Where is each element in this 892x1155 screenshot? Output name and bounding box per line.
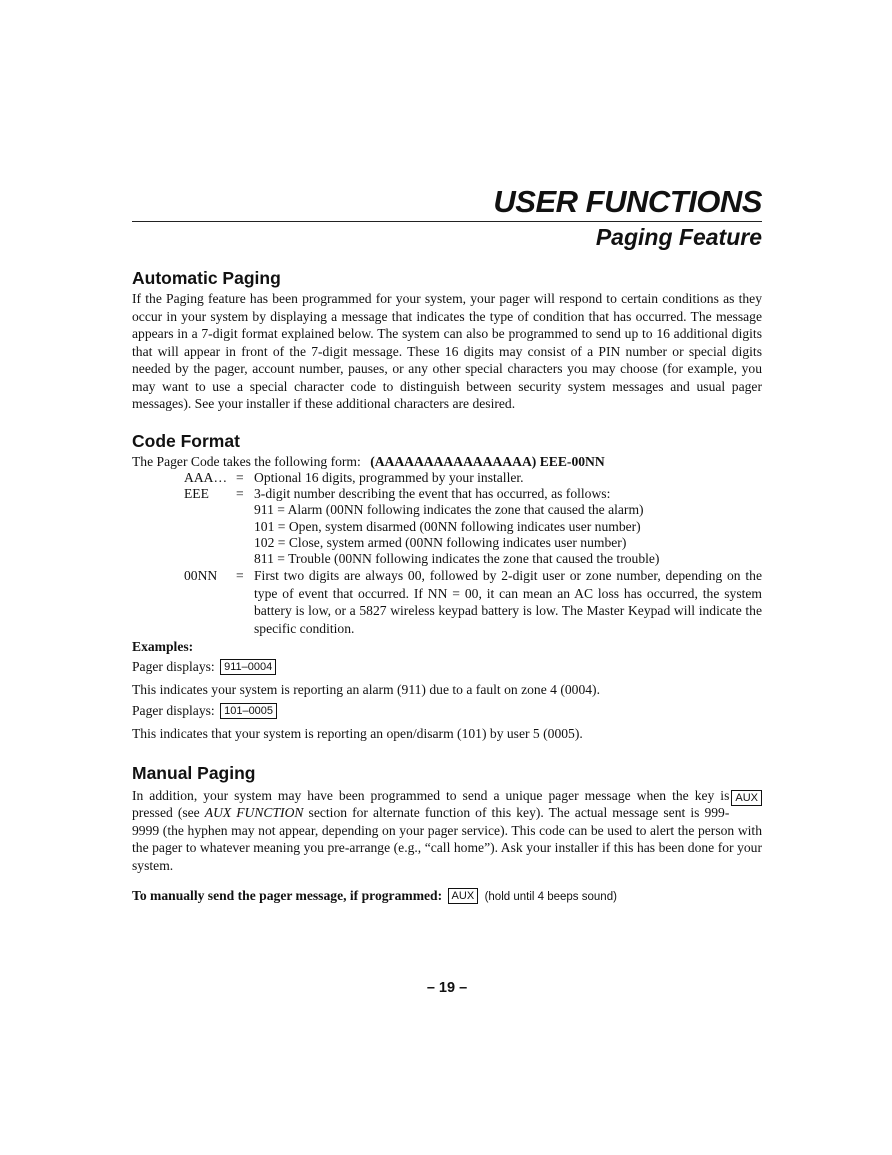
event-code-811: 811 = Trouble (00NN following indicates the zone that caused the trouble) bbox=[254, 551, 660, 567]
pager-code-intro: The Pager Code takes the following form: bbox=[132, 453, 361, 469]
definition-body bbox=[254, 486, 762, 567]
definition-term: EEE bbox=[184, 486, 209, 502]
manual-text-a: key is pressed (see bbox=[132, 787, 730, 821]
hold-note: (hold until 4 beeps sound) bbox=[484, 891, 617, 904]
definition-body bbox=[254, 567, 762, 637]
definition-row bbox=[132, 470, 762, 486]
section-title: Paging Feature bbox=[595, 224, 762, 250]
aux-key: AUX bbox=[731, 790, 762, 806]
examples-heading: Examples: bbox=[132, 639, 194, 655]
definition-line: First two digits are always 00, followed by 2-digit user or zone number, depending on the type of event that occurred. If NN = 00, it can mean an AC loss has occurred, the system battery is low, or a 5827 wireless keypad battery is low. The Master Keypad will indicate the specific condition. bbox=[254, 568, 762, 636]
event-code-101: 101 = Open, system disarmed (00NN following indicates user number) bbox=[254, 518, 641, 534]
manual-paging-text bbox=[132, 787, 762, 875]
manual-paging-heading: Manual Paging bbox=[132, 762, 256, 783]
definition-equals: = bbox=[236, 568, 244, 584]
automatic-paging-text: If the Paging feature has been programmed for your system, your pager will respond to certain conditions as they occur in your system by displaying a message that indicates the type of condition that has occurred. The message appears in a 7-digit format explained below. The system can also be programmed to send up to 16 additional digits that will appear in front of the 7-digit message. These 16 digits may consist of a PIN number or special digits needed by the pager, account number, pauses, or any other special characters you may choose (for example, you may want to use a special character code to distinguish between security system messages and usual pager messages). See your installer if these additional characters are desired. bbox=[132, 291, 762, 411]
instruction-text: To manually send the pager message, if programmed: bbox=[132, 888, 443, 904]
event-code-911: 911 = Alarm (00NN following indicates the zone that caused the alarm) bbox=[254, 502, 644, 518]
pager-display-box: 911–0004 bbox=[220, 659, 276, 675]
example-description: This indicates your system is reporting an alarm (911) due to a fault on zone 4 (0004). bbox=[132, 681, 600, 697]
manual-text-lead: In addition, your system may have been programmed to send a unique pager message when the bbox=[132, 787, 689, 803]
definition-equals: = bbox=[236, 486, 244, 502]
definition-equals: = bbox=[236, 470, 244, 485]
code-format-heading: Code Format bbox=[132, 430, 240, 451]
definition-row bbox=[132, 567, 762, 637]
event-code-102: 102 = Close, system armed (00NN following indicates user number) bbox=[254, 534, 627, 550]
definition-row bbox=[132, 486, 762, 567]
definition-line: Optional 16 digits, programmed by your installer. bbox=[254, 470, 524, 485]
code-format-section bbox=[132, 429, 762, 743]
manual-send-instruction bbox=[132, 887, 762, 906]
aux-function-reference: AUX FUNCTION bbox=[204, 805, 304, 821]
example-label: Pager displays: bbox=[132, 658, 215, 674]
definition-line: 3-digit number describing the event that has occurred, as follows: bbox=[254, 486, 611, 502]
example-display-line bbox=[132, 658, 762, 676]
page-body bbox=[132, 266, 762, 906]
title-rule bbox=[132, 221, 762, 222]
example-display-line bbox=[132, 702, 762, 720]
pager-code-form-line bbox=[132, 453, 762, 471]
manual-paging-section bbox=[132, 761, 762, 907]
definition-term: 00NN bbox=[184, 568, 218, 584]
automatic-paging-heading: Automatic Paging bbox=[132, 268, 281, 288]
manual-text-b: section for alternate function of this key). The actual message sent is 999-9999 (the hyphen may not appear, depending on your pager service). This code can be used to alert the person with the pager to whatever meaning you pre-arrange (e.g., “call home”). Ask your installer if this has been done for your system. bbox=[132, 805, 762, 873]
chapter-title: USER FUNCTIONS bbox=[493, 184, 762, 219]
definition-body bbox=[254, 470, 762, 486]
page-number: – 19 – bbox=[426, 980, 468, 996]
aux-key: AUX bbox=[448, 888, 479, 904]
pager-code-form: (AAAAAAAAAAAAAAAA) EEE-00NN bbox=[370, 453, 605, 469]
example-description: This indicates that your system is reporting an open/disarm (101) by user 5 (0005). bbox=[132, 725, 583, 741]
automatic-paging-section bbox=[132, 266, 762, 413]
example-label: Pager displays: bbox=[132, 702, 215, 718]
pager-display-box: 101–0005 bbox=[220, 703, 277, 719]
definition-term: AAA… bbox=[184, 470, 228, 485]
